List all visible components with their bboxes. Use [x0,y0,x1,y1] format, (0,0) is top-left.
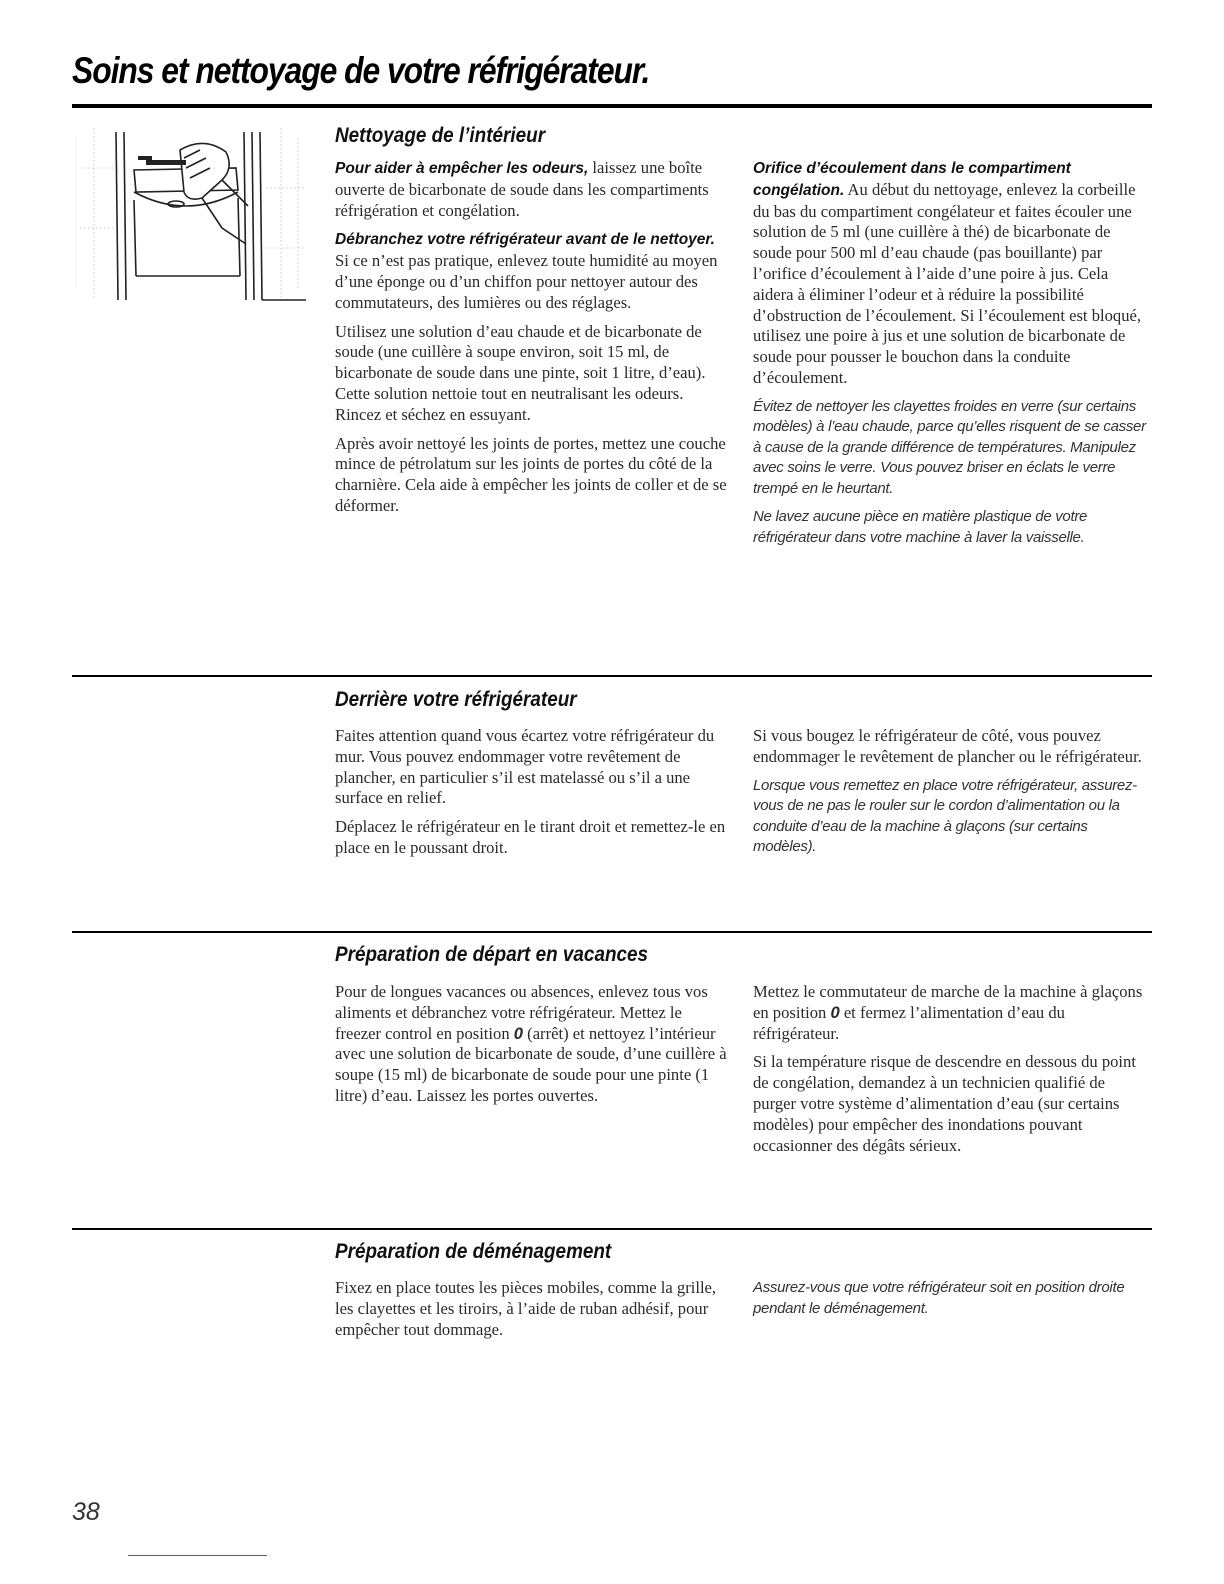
interior-heading: Nettoyage de l’intérieur [335,124,546,147]
paragraph-text: laissez une boîte ouverte de bicarbonate de soude dans les compartiments réfrigération et congélation. [335,158,709,220]
note: Lorsque vous remettez en place votre réfrigérateur, assurez-vous de ne pas le rouler sur le cordon d’alimentation ou la conduite d’eau de la machine à glaçons (sur certains modèles). [753,776,1137,856]
behind-right-column [753,726,1148,866]
paragraph [335,158,730,221]
paragraph: Fixez en place toutes les pièces mobiles, comme la grille, les clayettes et les tiroirs, à l’aide de ruban adhésif, pour empêcher tout dommage. [335,1278,717,1339]
paragraph: Déplacez le réfrigérateur en le tirant droit et remettez-le en place en le poussant droit. [335,817,726,857]
behind-left-column [335,726,730,867]
section-divider [72,675,1152,677]
vacation-heading: Préparation de départ en vacances [335,943,649,966]
section-divider [72,1228,1152,1230]
paragraph-text: Mettez le commutateur de marche de la machine à glaçons en position [753,982,1143,1022]
behind-heading: Derrière votre réfrigérateur [335,688,577,711]
paragraph [753,158,1148,389]
moving-left-column [335,1278,730,1348]
page-title: Soins et nettoyage de votre réfrigérateur. [72,50,650,91]
lead-phrase: Débranchez votre réfrigérateur avant de le nettoyer. [335,231,715,249]
interior-left-column [335,158,730,525]
hand-opening-freezer-drain-icon [76,128,308,306]
section-divider [72,931,1152,933]
vacation-left-column [335,982,730,1115]
off-position-symbol: 0 [513,1023,524,1043]
lead-phrase: Pour aider à empêcher les odeurs, [335,160,589,177]
paragraph-text: (arrêt) et nettoyez l’intérieur avec une solution de bicarbonate de soude, d’une cuillère à soupe (15 ml) de bicarbonate de soude pour une pinte (1 litre) d’eau. Laissez les portes ouvertes. [335,1023,727,1105]
paragraph-text: Pour de longues vacances ou absences, enlevez tous vos aliments et débranchez votre réfrigérateur. Mettez le freezer control en position [335,982,708,1043]
title-rule [72,104,1152,108]
moving-right-column [753,1278,1148,1327]
page-number: 38 [72,1498,100,1526]
paragraph-text: Si ce n’est pas pratique, enlevez toute humidité au moyen d’une éponge ou d’un chiffon pour nettoyer autour des commutateurs, des lumières ou des réglages. [335,251,718,312]
paragraph [753,982,1148,1044]
vacation-right-column [753,982,1148,1164]
paragraph: Si la température risque de descendre en dessous du point de congélation, demandez à un technicien qualifié de purger votre système d’alimentation d’eau (sur certains modèles) pour empêcher des inondations pouvant occasionner des dégâts sérieux. [753,1052,1136,1155]
off-position-symbol: 0 [830,1002,840,1022]
paragraph: Après avoir nettoyé les joints de portes, mettez une couche mince de pétrolatum sur les joints de portes du côté de la charnière. Cela aide à empêcher les joints de coller et de se déformer. [335,433,727,515]
paragraph: Utilisez une solution d’eau chaude et de bicarbonate de soude (une cuillère à soupe environ, soit 15 ml, de bicarbonate de soude dans une pinte, soit 1 litre, d’eau). Cette solution nettoie tout en neutralisant les odeurs. Rincez et séchez en essuyant. [335,321,706,424]
footer-rule [128,1555,267,1556]
paragraph-text: et fermez l’alimentation d’eau du réfrigérateur. [753,1002,1065,1043]
paragraph: Faites attention quand vous écartez votre réfrigérateur du mur. Vous pouvez endommager votre revêtement de plancher, en particulier s’il est matelassé ou s’il a une surface en relief. [335,726,715,808]
moving-heading: Préparation de déménagement [335,1240,612,1263]
paragraph-text: Au début du nettoyage, enlevez la corbeille du bas du compartiment congélateur et faites écouler une solution de 5 ml (une cuillère à thé) de bicarbonate de soude pour 500 ml d’eau chaude (pas bouillante) par l’orifice d’écoulement à l’aide d’une poire à jus. Cela aidera à éliminer l’odeur et à réduire la possibilité d’obstruction de l’écoulement. Si l’écoulement est bloqué, utilisez une poire à jus et une solution de bicarbonate de soude pour pousser le bouchon dans la conduite d’écoulement. [753,179,1142,387]
paragraph [335,982,730,1107]
interior-right-column [753,158,1148,556]
note: Évitez de nettoyer les clayettes froides en verre (sur certains modèles) à l’eau chaude, parce qu’elles risquent de se casser à cause de la grande différence de températures. Manipulez avec soins le verre. Vous pouvez briser en éclats le verre trempé en le heurtant. [753,397,1146,497]
paragraph: Si vous bougez le réfrigérateur de côté, vous pouvez endommager le revêtement de plancher ou le réfrigérateur. [753,726,1142,766]
lead-phrase: Orifice d’écoulement dans le compartiment congélation. [753,160,1071,199]
paragraph [335,229,730,313]
note: Assurez-vous que votre réfrigérateur soit en position droite pendant le déménagement. [753,1279,1125,1317]
note: Ne lavez aucune pièce en matière plastique de votre réfrigérateur dans votre machine à laver la vaisselle. [753,508,1088,546]
